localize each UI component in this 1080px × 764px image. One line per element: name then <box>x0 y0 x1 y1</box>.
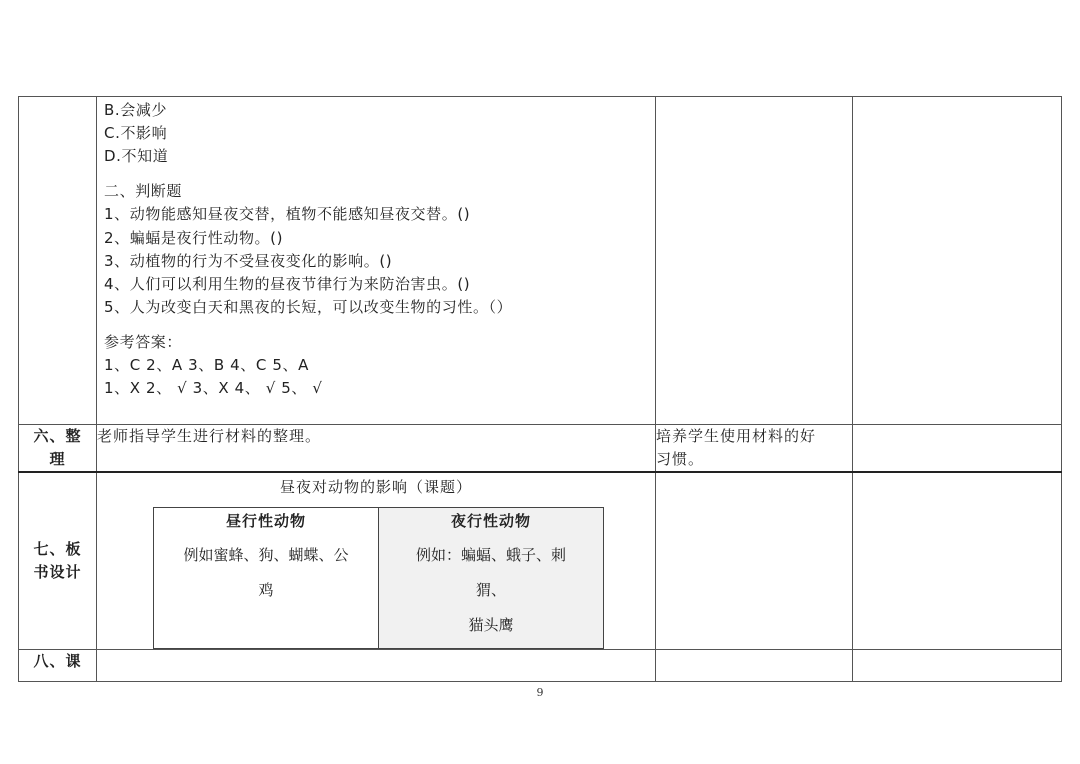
answer-title: 参考答案： <box>104 333 183 352</box>
nocturnal-header: 夜行性动物 <box>450 512 531 530</box>
organize-content-text: 老师指导学生进行材料的整理。 <box>97 427 322 445</box>
organize-notes-cell <box>853 425 1062 473</box>
board-notes-cell <box>853 472 1062 649</box>
board-title: 昼夜对动物的影响（课题） <box>279 478 472 496</box>
exercise-notes-cell <box>853 97 1062 425</box>
board-heading-line1: 七、板 <box>33 539 82 558</box>
exercise-intent-cell <box>656 97 853 425</box>
answer-line-1: 1、C 2、A 3、B 4、C 5、A <box>104 356 309 375</box>
page-number: 9 <box>536 686 544 699</box>
lesson-plan-table <box>18 96 1062 682</box>
organize-heading <box>19 425 97 473</box>
organize-heading-line1: 六、整 <box>33 427 82 445</box>
option-c: C.不影响 <box>104 124 168 143</box>
board-heading-line2: 书设计 <box>33 562 82 581</box>
judge-item-2: 2、蝙蝠是夜行性动物。() <box>104 228 284 247</box>
board-design-cell <box>97 472 656 649</box>
option-b: B.会减少 <box>104 101 168 119</box>
board-heading <box>19 472 97 649</box>
answer-line-2: 1、X 2、 √ 3、X 4、 √ 5、 √ <box>104 379 323 398</box>
organize-intent-line2: 习惯。 <box>656 450 705 468</box>
next-heading <box>19 649 97 681</box>
judge-item-3: 3、动植物的行为不受昼夜变化的影响。() <box>104 251 393 270</box>
next-content-cell <box>97 649 656 681</box>
next-intent-cell <box>656 649 853 681</box>
organize-heading-line2: 理 <box>49 450 66 468</box>
next-row <box>19 649 1062 681</box>
diurnal-line-2: 鸡 <box>258 581 274 599</box>
diurnal-line-1: 例如蜜蜂、狗、蝴蝶、公 <box>183 546 349 564</box>
organize-row <box>19 425 1062 473</box>
nocturnal-line-2: 猬、 <box>475 581 506 599</box>
judge-item-4: 4、人们可以利用生物的昼夜节律行为来防治害虫。() <box>104 275 471 294</box>
organize-intent-line1: 培养学生使用材料的好 <box>656 427 817 445</box>
judge-item-1: 1、动物能感知昼夜交替，植物不能感知昼夜交替。() <box>104 205 471 224</box>
exercise-content-cell <box>97 97 656 425</box>
option-d: D.不知道 <box>104 147 169 166</box>
board-table <box>153 507 604 649</box>
nocturnal-column <box>378 508 603 648</box>
organize-content <box>97 425 656 473</box>
organize-intent <box>656 425 853 473</box>
judge-item-5: 5、人为改变白天和黑夜的长短，可以改变生物的习性。（） <box>104 298 513 317</box>
nocturnal-line-1: 例如：蝙蝠、蛾子、刺 <box>415 546 566 564</box>
next-heading-text: 八、课 <box>33 651 82 670</box>
next-notes-cell <box>853 649 1062 681</box>
diurnal-column <box>154 508 378 648</box>
judge-title: 二、判断题 <box>104 182 183 201</box>
board-row <box>19 472 1062 649</box>
exercise-row <box>19 97 1062 425</box>
nocturnal-line-3: 猫头鹰 <box>468 616 514 634</box>
exercise-heading-cell <box>19 97 97 425</box>
diurnal-header: 昼行性动物 <box>225 512 306 530</box>
board-intent-cell <box>656 472 853 649</box>
